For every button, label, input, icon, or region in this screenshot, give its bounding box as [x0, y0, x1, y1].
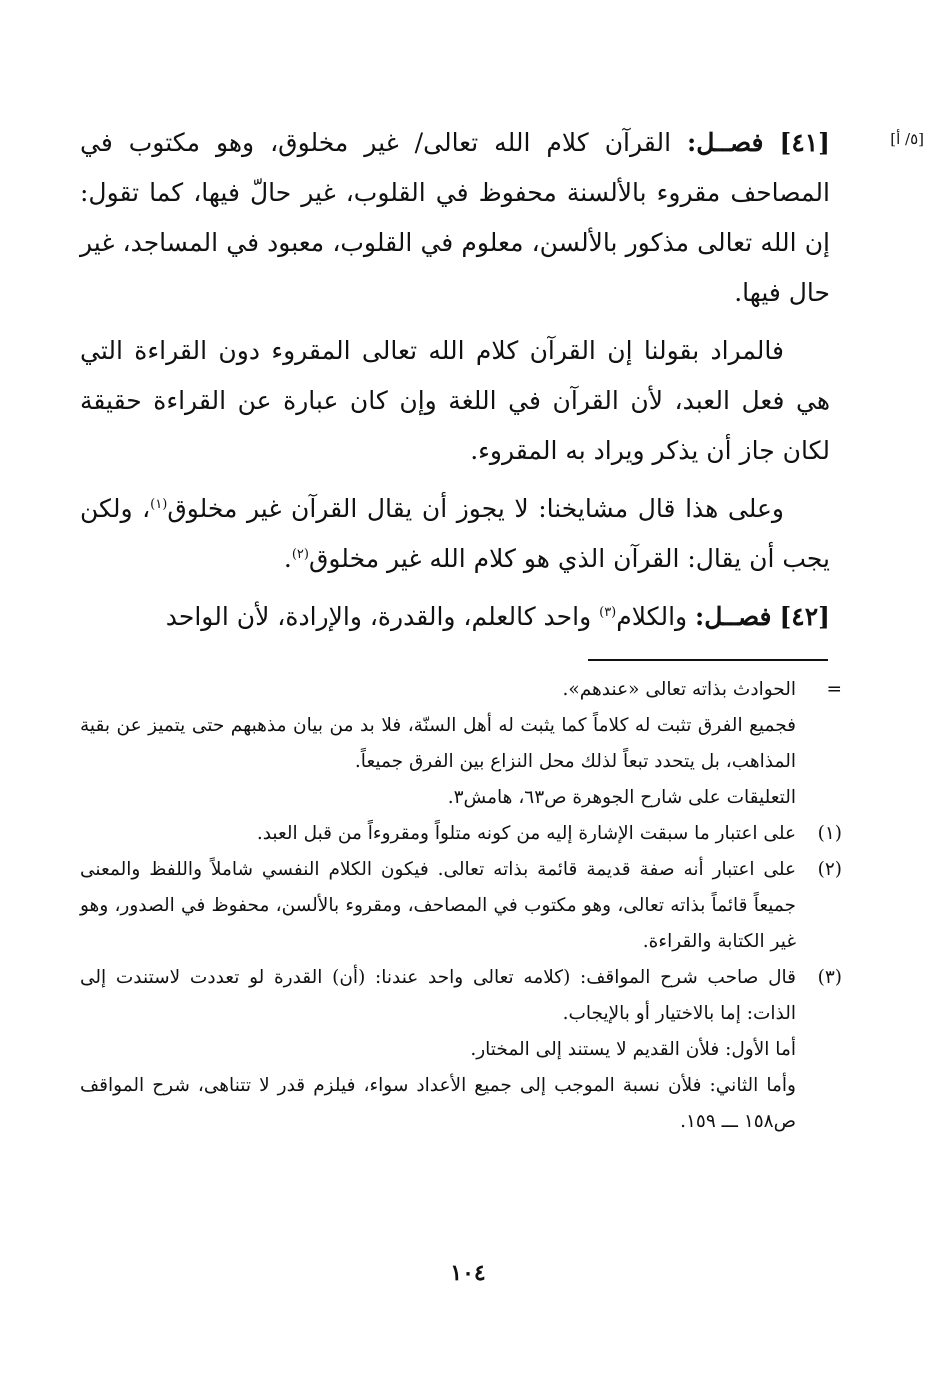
paragraph-meaning: [80, 326, 830, 476]
footnote-ref-1: (١): [150, 497, 168, 512]
paragraph-text: .: [283, 544, 292, 573]
footnote-1: [80, 816, 842, 852]
footnote-continued: [80, 672, 842, 816]
footnote-line: أما الأول: فلأن القديم لا يستند إلى المختار.: [470, 1039, 796, 1060]
paragraph-text: والكلام: [616, 602, 688, 631]
footnote-marker: (٢): [817, 859, 842, 880]
footnote-marker: (٣): [817, 967, 842, 988]
footnote-body: [80, 816, 796, 852]
footnote-ref-2: (٢): [291, 547, 309, 562]
footnote-separator: [588, 659, 828, 661]
footnote-line: وأما الثاني: فلأن نسبة الموجب إلى جميع الأعداد سواء، فيلزم قدر لا تتناهى، شرح المواقف ص١٥٨ ـــ ١٥٩.: [80, 1075, 796, 1132]
page-number: ١٠٤: [450, 1260, 486, 1286]
paragraph-text: وعلى هذا قال مشايخنا: لا يجوز أن يقال القرآن غير مخلوق: [167, 494, 784, 523]
footnotes: [80, 672, 842, 1140]
footnote-line: التعليقات على شارح الجوهرة ص٦٣، هامش٣.: [447, 787, 796, 808]
footnote-body: [80, 960, 796, 1140]
section-number: [٤٢]: [779, 602, 830, 631]
footnote-body: [80, 852, 796, 960]
footnote-ref-3: (٣): [599, 605, 617, 620]
footnote-marker: =: [826, 679, 842, 700]
section-number: [٤١]: [779, 128, 831, 157]
section-heading: فصــل:: [687, 128, 764, 157]
paragraph-text: القرآن كلام الله تعالى/ غير مخلوق، وهو مكتوب في المصاحف مقروء بالألسنة محفوظ في القلوب، غير حالّ فيها، كما تقول: إن الله تعالى مذكور بالألسن، معلوم في القلوب، معبود في المساجد، غير حال فيها.: [80, 128, 830, 307]
margin-manuscript-reference: [٥/ أ]: [890, 130, 924, 148]
footnote-3: [80, 960, 842, 1140]
section-heading: فصــل:: [695, 602, 772, 631]
paragraph-text: واحد كالعلم، والقدرة، والإرادة، لأن الواحد: [165, 602, 592, 631]
footnote-line: قال صاحب شرح المواقف: (كلامه تعالى واحد عندنا: (أن) القدرة لو تعددت لاستندت إلى الذات: إما بالاختيار أو بالإيجاب.: [80, 967, 796, 1024]
paragraph-section-41: [80, 118, 830, 318]
main-text: [80, 118, 830, 650]
footnote-line: الحوادث بذاته تعالى «عندهم».: [562, 679, 796, 700]
paragraph-text: فالمراد بقولنا إن القرآن كلام الله تعالى المقروء دون القراءة التي هي فعل العبد، لأن القرآن في اللغة وإن كان عبارة عن القراءة حقيقة لكان جاز أن يذكر ويراد به المقروء.: [80, 336, 830, 465]
paragraph-mashayikh: [80, 484, 830, 584]
footnote-line: فجميع الفرق تثبت له كلاماً كما يثبت له أهل السنّة، فلا بد من بيان مذهبهم حتى يتميز عن بقية المذاهب، بل يتحدد تبعاً لذلك محل النزاع بين الفرق جميعاً.: [80, 715, 796, 772]
paragraph-text: ، ولكن يجب أن يقال: القرآن الذي هو كلام الله غير مخلوق: [80, 494, 830, 573]
footnote-2: [80, 852, 842, 960]
footnote-body: [80, 672, 796, 816]
paragraph-section-42: [80, 592, 830, 642]
footnote-marker: (١): [817, 823, 842, 844]
footnote-line: على اعتبار ما سبقت الإشارة إليه من كونه متلواً ومقروءاً من قبل العبد.: [256, 823, 796, 844]
footnote-line: على اعتبار أنه صفة قديمة قائمة بذاته تعالى. فيكون الكلام النفسي شاملاً واللفظ والمعنى جميعاً قائماً بذاته تعالى، وهو مكتوب في المصاحف، ومقروء بالألسن، محفوظ في الصدور، وهو غير الكتابة والقراءة.: [80, 859, 796, 952]
